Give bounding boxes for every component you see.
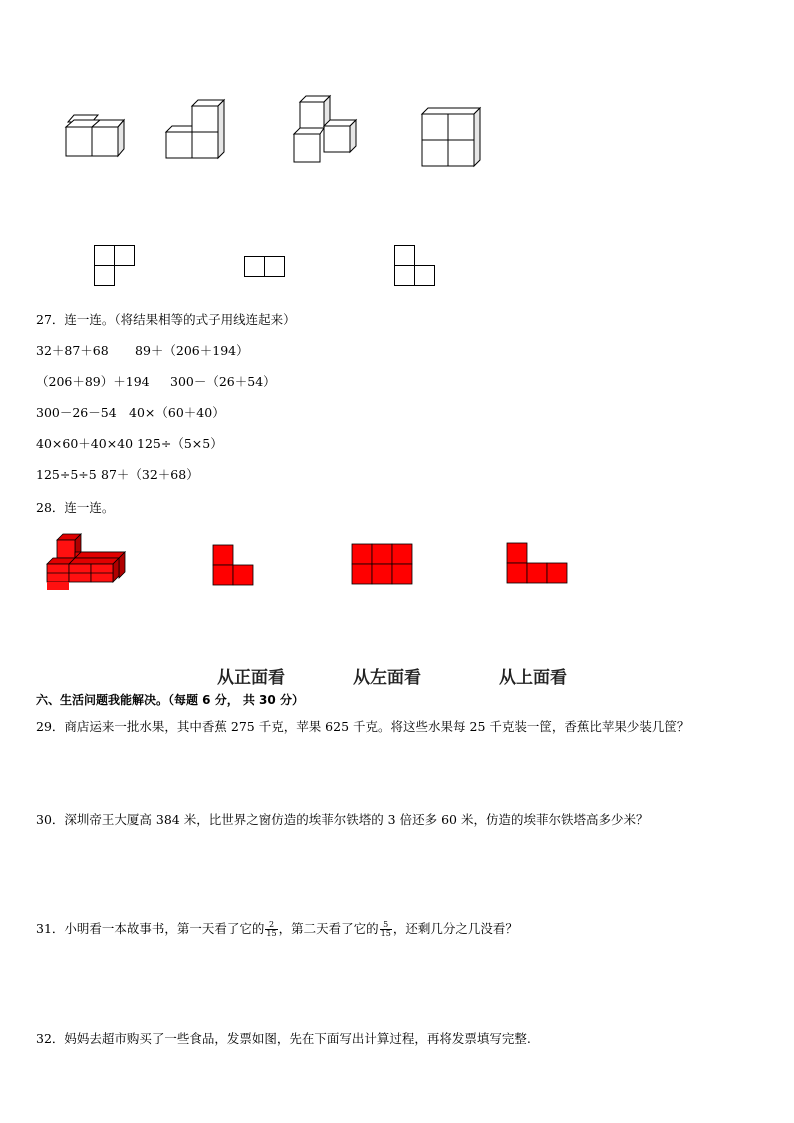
q27-right-2: 300－（26＋54） — [170, 374, 276, 389]
q28-title: 28．连一连。 — [36, 500, 115, 515]
view-label-top: 从上面看 — [499, 668, 567, 688]
q29-text: 29．商店运来一批水果，其中香蕉 275 千克，苹果 625 千克。将这些水果每 25 千克装一筐，香蕉比苹果少装几筐？ — [36, 719, 690, 734]
cube-figure-4 — [418, 104, 484, 168]
q27-left-4: 40×60＋40×40 — [36, 436, 134, 451]
q27-right-3: 40×（60＋40） — [129, 405, 225, 420]
q31-part1: 31．小明看一本故事书，第一天看了它的 — [36, 921, 265, 936]
q27-title: 27．连一连。（将结果相等的式子用线连起来） — [36, 312, 296, 327]
q32-text: 32．妈妈去超市购买了一些食品，发票如图，先在下面写出计算过程，再将发票填写完整. — [36, 1031, 531, 1046]
view-shape-2 — [244, 256, 286, 278]
view-label-front: 从正面看 — [217, 668, 285, 688]
cube-figure-3 — [288, 92, 364, 164]
q27-right-1: 89＋（206＋194） — [135, 343, 249, 358]
view-shape-3 — [394, 245, 436, 287]
q27-left-3: 300－26－54 — [36, 405, 117, 420]
red-view-long-l — [506, 542, 568, 584]
q31-fraction-2: $\frac{5}{15}$ — [380, 920, 391, 938]
view-label-left: 从左面看 — [353, 668, 421, 688]
q27-right-5: 87＋（32＋68） — [101, 467, 199, 482]
view-shape-1 — [94, 245, 136, 287]
red-view-rect — [351, 543, 413, 585]
q27-left-2: （206＋89）＋194 — [36, 374, 150, 389]
red-view-l-shape — [212, 544, 256, 586]
q31-part2: ，第二天看了它的 — [278, 921, 379, 936]
q31-fraction-1: $\frac{2}{15}$ — [266, 920, 277, 938]
cube-figure-2 — [162, 98, 232, 162]
q31-part3: ，还剩几分之几没看？ — [392, 921, 518, 936]
q27-left-5: 125÷5÷5 — [36, 467, 97, 482]
q27-right-4: 125÷（5×5） — [137, 436, 223, 451]
q30-text: 30．深圳帝王大厦高 384 米，比世界之窗仿造的埃菲尔铁塔的 3 倍还多 60 米，仿造的埃菲尔铁塔高多少米？ — [36, 812, 649, 827]
q31-text — [36, 918, 518, 940]
cube-figure-1 — [60, 110, 130, 162]
section6-heading: 六、生活问题我能解决。（每题 6 分， 共 30 分） — [36, 693, 304, 707]
q27-left-1: 32＋87＋68 — [36, 343, 109, 358]
red-cube-figure — [44, 532, 128, 592]
